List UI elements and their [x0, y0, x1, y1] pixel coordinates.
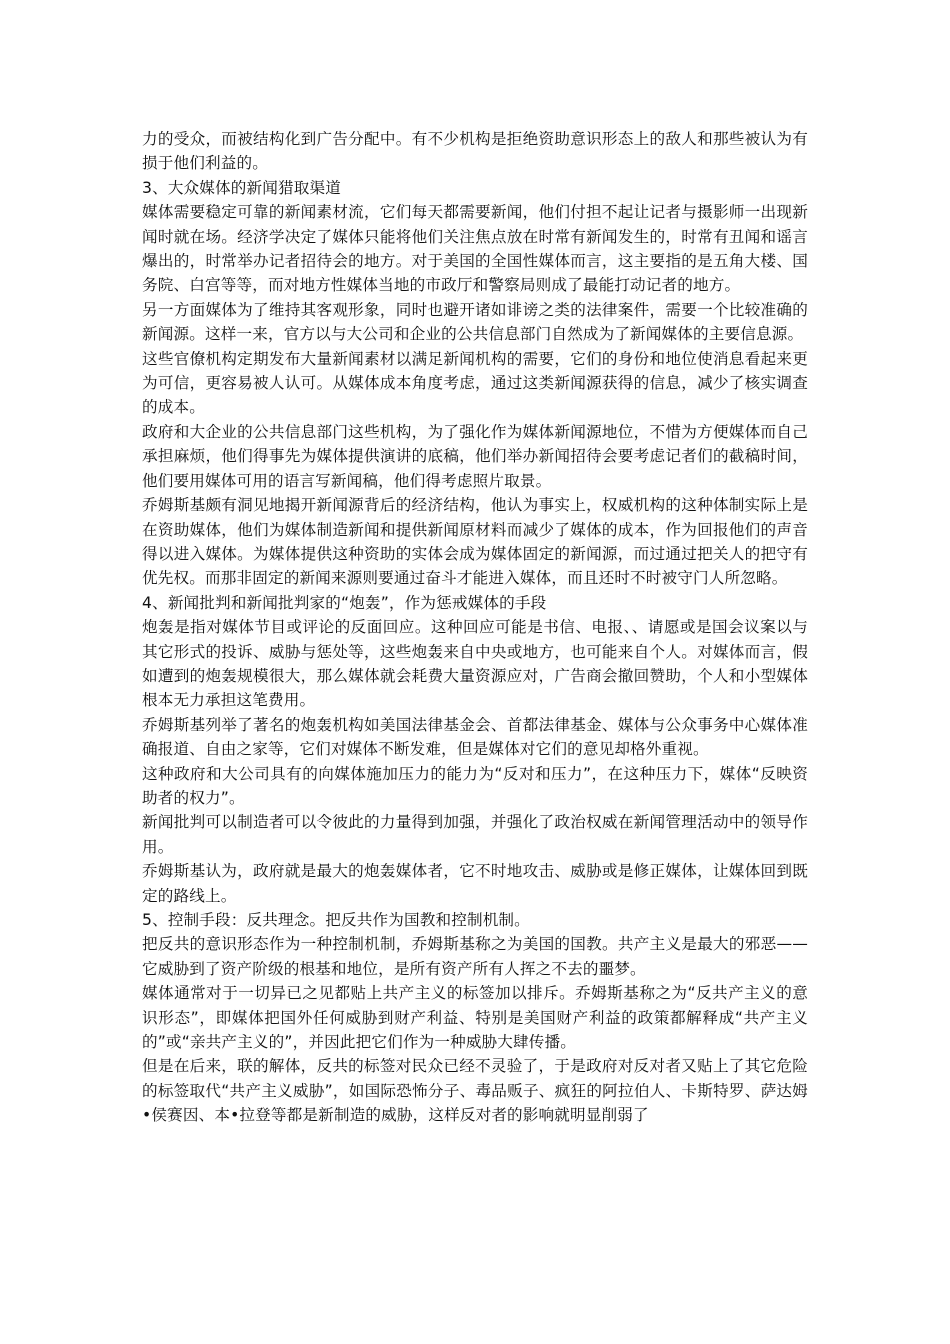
document-page	[142, 127, 808, 1128]
paragraph-communist-label: 媒体通常对于一切异已之见都贴上共产主义的标签加以排斥。乔姆斯基称之为“反共产主义的意识形态”，即媒体把国外任何威胁到财产利益、特别是美国财产利益的政策都解释成“共产主义的”或“亲共产主义的”，并因此把它们作为一种威胁大肆传播。	[142, 984, 808, 1052]
paragraph-public-info-departments: 政府和大企业的公共信息部门这些机构，为了强化作为媒体新闻源地位，不惜为方便媒体而自己承担麻烦，他们得事先为媒体提供演讲的底稿，他们举办新闻招待会要考虑记者们的截稿时间，他们要用媒体可用的语言写新闻稿，他们得考虑照片取景。	[142, 422, 808, 490]
paragraph-objective-image: 另一方面媒体为了维持其客观形象，同时也避开诸如诽谤之类的法律案件，需要一个比较准确的新闻源。这样一来，官方以与大公司和企业的公共信息部门自然成为了新闻媒体的主要信息源。	[142, 300, 808, 344]
paragraph-pressure: 这种政府和大公司具有的向媒体施加压力的能力为“反对和压力”，在这种压力下，媒体“反映资助者的权力”。	[142, 764, 808, 807]
paragraph-flak-definition: 炮轰是指对媒体节目或评论的反面回应。这种回应可能是书信、电报、、请愿或是国会议案以与其它形式的投诉、威胁与惩处等，这些炮轰来自中央或地方，也可能来自个人。对媒体而言，假如遭到的炮轰规模很大，那么媒体就会耗费大量资源应对，广告商会撤回赞助，个人和小型媒体根本无力承担这笔费用。	[142, 618, 808, 710]
paragraph-news-flow: 媒体需要稳定可靠的新闻素材流，它们每天都需要新闻，他们付担不起让记者与摄影师一出现新闻时就在场。经济学决定了媒体只能将他们关注焦点放在时常有新闻发生的，时常有丑闻和谣言爆出的，时常举办记者招待会的地方。对于美国的全国性媒体而言，这主要指的是五角大楼、国务院、白宫等等，而对地方性媒体当地的市政厅和警察局则成了最能打动记者的地方。	[142, 203, 808, 295]
paragraph-bureaucracy-sources: 这些官僚机构定期发布大量新闻素材以满足新闻机构的需要，它们的身份和地位使消息看起来更为可信，更容易被人认可。从媒体成本角度考虑，通过这类新闻源获得的信息，减少了核实调查的成本。	[142, 349, 808, 417]
paragraph-news-criticism: 新闻批判可以制造者可以令彼此的力量得到加强，并强化了政治权威在新闻管理活动中的领导作用。	[142, 813, 808, 856]
paragraph-anti-communism: 把反共的意识形态作为一种控制机制，乔姆斯基称之为美国的国教。共产主义是最大的邪恶——它威胁到了资产阶级的根基和地位，是所有资产所有人挥之不去的噩梦。	[142, 935, 808, 978]
paragraph-flak-institutions: 乔姆斯基列举了著名的炮轰机构如美国法律基金会、首都法律基金、媒体与公众事务中心媒体准确报道、自由之家等，它们对媒体不断发难，但是媒体对它们的意见却格外重视。	[142, 715, 808, 759]
paragraph-government-flak: 乔姆斯基认为，政府就是最大的炮轰媒体者，它不时地攻击、威胁或是修正媒体，让媒体回到既定的路线上。	[142, 862, 808, 905]
section-heading-5: 5、控制手段：反共理念。把反共作为国教和控制机制。	[142, 911, 530, 929]
section-heading-4: 4、新闻批判和新闻批判家的“炮轰”，作为惩戒媒体的手段	[142, 593, 547, 612]
paragraph-economic-structure: 乔姆斯基颇有洞见地揭开新闻源背后的经济结构，他认为事实上，权威机构的这种体制实际上是在资助媒体，他们为媒体制造新闻和提供新闻原材料而减少了媒体的成本，作为回报他们的声音得以进入媒体。为媒体提供这种资助的实体会成为媒体固定的新闻源，而过通过把关人的把守有优先权。而那非固定的新闻来源则要通过奋斗才能进入媒体，而且还时不时被守门人所忽略。	[142, 496, 808, 588]
section-heading-3: 3、大众媒体的新闻猎取渠道	[142, 178, 341, 197]
paragraph-new-threats: 但是在后来，联的解体，反共的标签对民众已经不灵验了，于是政府对反对者又贴上了其它危险的标签取代“共产主义威胁”，如国际恐怖分子、毒品贩子、疯狂的阿拉伯人、卡斯特罗、萨达姆•侯赛因、本•拉登等都是新制造的威胁，这样反对者的影响就明显削弱了	[142, 1057, 808, 1125]
paragraph-ad-audience: 力的受众，而被结构化到广告分配中。有不少机构是拒绝资助意识形态上的敌人和那些被认为有损于他们利益的。	[142, 130, 808, 173]
